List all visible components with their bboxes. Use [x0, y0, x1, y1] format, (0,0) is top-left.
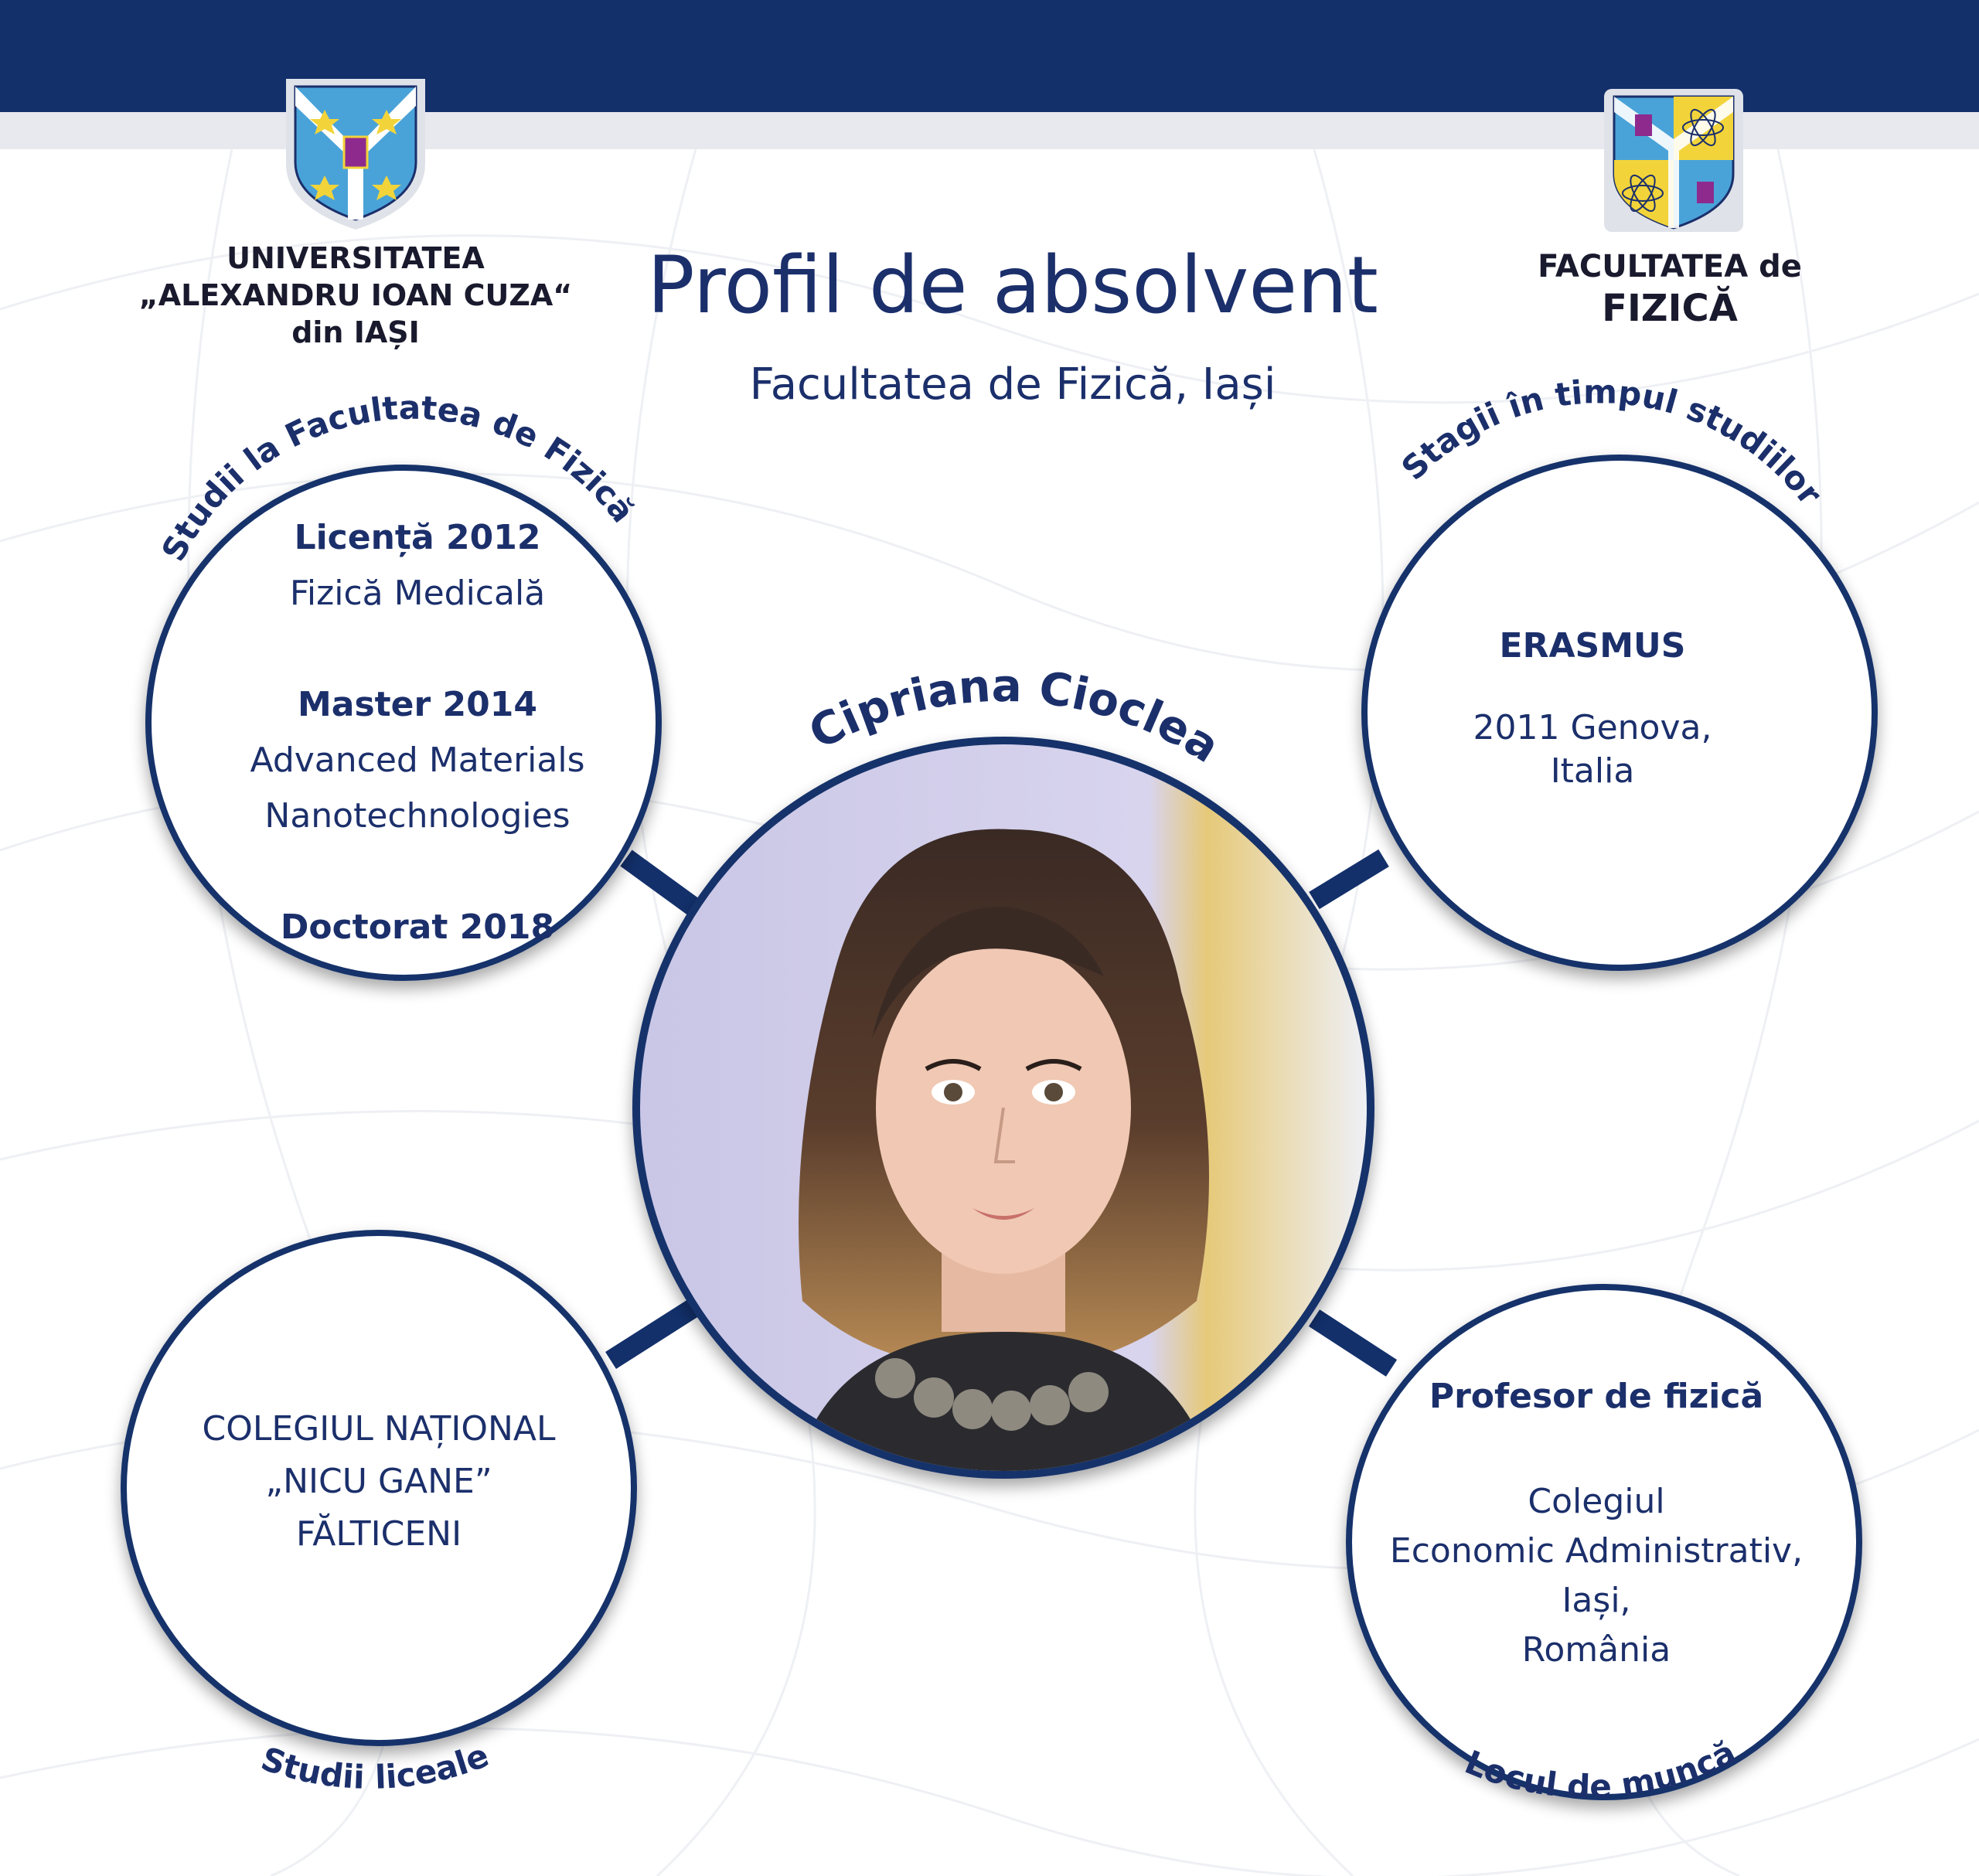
work-line-2: Economic Administrativ,: [1389, 1531, 1804, 1571]
internship-program: ERASMUS: [1499, 626, 1686, 666]
work-line-1: Colegiul: [1528, 1482, 1665, 1521]
internships-heading: Stagii în timpul studiilor: [1394, 373, 1830, 512]
university-line: UNIVERSITATEA: [227, 241, 485, 275]
university-line: din IAȘI: [291, 315, 420, 349]
work-content: [1341, 1372, 1851, 1675]
graduate-photo: [640, 744, 1367, 1471]
work-line-4: România: [1521, 1630, 1671, 1670]
university-line: „ALEXANDRU IOAN CUZA“: [138, 278, 573, 312]
highschool-line-3: FĂLTICENI: [295, 1514, 462, 1554]
internship-place-1: 2011 Genova,: [1473, 708, 1712, 747]
faculty-line1: FACULTATEA de: [1538, 249, 1802, 284]
highschool-line-2: „NICU GANE”: [265, 1462, 492, 1501]
highschool-content: [131, 1403, 626, 1561]
studies-heading: Studii la Facultatea de Fizică: [154, 388, 642, 567]
licenta-field: Fizică Medicală: [289, 574, 546, 613]
master-field-2: Nanotechnologies: [264, 796, 571, 836]
studies-content: [155, 510, 680, 955]
internship-place-2: Italia: [1550, 751, 1635, 791]
licenta-label: Licență 2012: [294, 518, 541, 557]
master-field-1: Advanced Materials: [250, 741, 585, 780]
work-heading: Locul de muncă: [1460, 1732, 1742, 1806]
highschool-line-1: COLEGIUL NAȚIONAL: [202, 1409, 556, 1449]
internships-content: [1353, 618, 1832, 791]
doctorat-label: Doctorat 2018: [280, 907, 555, 947]
page-title: Profil de absolvent: [647, 240, 1378, 332]
highschool-heading: Studii liceale: [256, 1735, 494, 1796]
page-subtitle: Facultatea de Fizică, Iași: [749, 359, 1276, 410]
faculty-line2: FIZICĂ: [1602, 287, 1738, 330]
graduate-name: Cipriana Cioclea: [800, 659, 1229, 773]
master-label: Master 2014: [297, 685, 538, 724]
work-line-3: Iași,: [1562, 1581, 1631, 1620]
work-role: Profesor de fizică: [1429, 1377, 1764, 1416]
